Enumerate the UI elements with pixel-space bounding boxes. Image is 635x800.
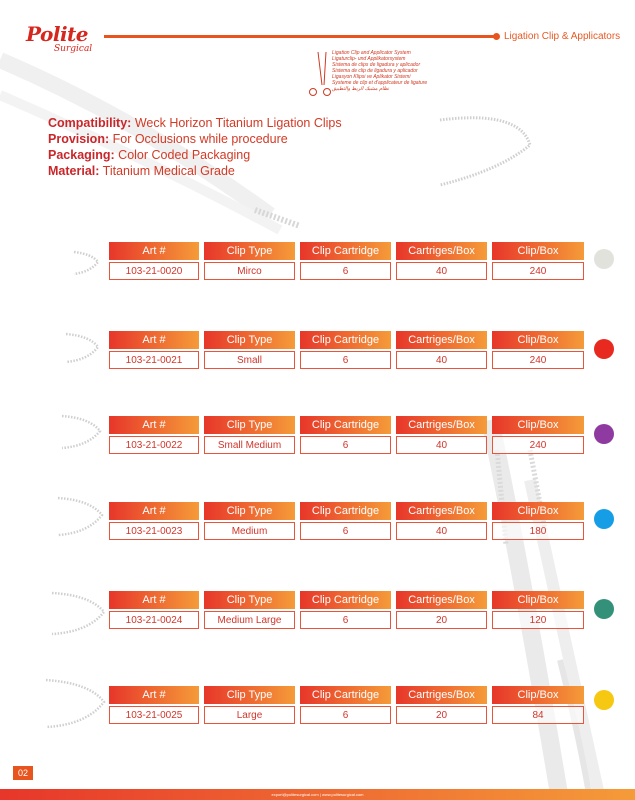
table-header-cell: Cartriges/Box: [396, 686, 487, 704]
table-cell: 20: [396, 611, 487, 629]
table-row: [109, 611, 584, 629]
table-header-row: [109, 331, 584, 349]
product-table: [109, 591, 584, 629]
table-cell: 40: [396, 351, 487, 369]
table-header-cell: Clip Cartridge: [300, 686, 391, 704]
table-header-row: [109, 416, 584, 434]
table-cell: 40: [396, 436, 487, 454]
spec-material: [48, 163, 342, 179]
table-header-cell: Clip Cartridge: [300, 416, 391, 434]
table-header-cell: Clip Type: [204, 686, 295, 704]
table-header-row: [109, 591, 584, 609]
ifu-line: Ligasyon Klipsi ve Aplikator Sistemi: [332, 74, 411, 80]
table-cell: 20: [396, 706, 487, 724]
ifu-line: Sistema de clip de ligadura y aplicador: [332, 68, 418, 74]
table-cell: 120: [492, 611, 584, 629]
spec-value: Weck Horizon Titanium Ligation Clips: [134, 116, 342, 130]
color-code-dot: [594, 599, 614, 619]
table-header-cell: Art #: [109, 591, 199, 609]
spec-packaging: [48, 147, 342, 163]
table-cell: 6: [300, 351, 391, 369]
table-header-row: [109, 686, 584, 704]
table-cell: Large: [204, 706, 295, 724]
table-row: [109, 436, 584, 454]
spec-key: Material:: [48, 164, 100, 178]
brand-subtitle: Surgical: [54, 44, 93, 54]
table-cell: 180: [492, 522, 584, 540]
table-cell: 6: [300, 436, 391, 454]
spec-value: For Occlusions while procedure: [112, 132, 288, 146]
table-header-cell: Clip/Box: [492, 242, 584, 260]
table-cell: Small: [204, 351, 295, 369]
product-table: [109, 686, 584, 724]
product-table: [109, 331, 584, 369]
multilingual-description: [332, 50, 427, 92]
table-header-cell: Cartriges/Box: [396, 591, 487, 609]
product-specs: [48, 115, 342, 179]
table-header-cell: Cartriges/Box: [396, 416, 487, 434]
product-table: [109, 502, 584, 540]
ifu-line: Systeme de clip et d'applicateur de ligature: [332, 80, 428, 86]
table-header-cell: Art #: [109, 331, 199, 349]
page-number: 02: [13, 766, 33, 780]
table-header-cell: Clip Type: [204, 502, 295, 520]
table-header-cell: Art #: [109, 502, 199, 520]
brand-name: Polite: [26, 22, 88, 46]
ifu-line: Ligation Clip and Applicator System: [332, 50, 411, 56]
table-header-cell: Clip/Box: [492, 331, 584, 349]
table-header-cell: Clip/Box: [492, 686, 584, 704]
table-header-row: [109, 242, 584, 260]
table-cell: Small Medium: [204, 436, 295, 454]
table-cell: 103-21-0024: [109, 611, 199, 629]
table-header-cell: Clip Type: [204, 416, 295, 434]
table-cell: 6: [300, 522, 391, 540]
table-cell: 240: [492, 436, 584, 454]
table-header-cell: Cartriges/Box: [396, 502, 487, 520]
table-header-cell: Clip/Box: [492, 502, 584, 520]
table-header-cell: Cartriges/Box: [396, 331, 487, 349]
color-code-dot: [594, 249, 614, 269]
table-cell: 103-21-0025: [109, 706, 199, 724]
color-code-dot: [594, 424, 614, 444]
product-table: [109, 416, 584, 454]
table-cell: 6: [300, 706, 391, 724]
table-header-cell: Art #: [109, 242, 199, 260]
table-header-row: [109, 502, 584, 520]
spec-key: Provision:: [48, 132, 110, 146]
spec-value: Color Coded Packaging: [118, 148, 251, 162]
table-header-cell: Clip Cartridge: [300, 242, 391, 260]
table-cell: 103-21-0023: [109, 522, 199, 540]
color-code-dot: [594, 339, 614, 359]
table-row: [109, 262, 584, 280]
table-header-cell: Clip Cartridge: [300, 331, 391, 349]
table-cell: 240: [492, 351, 584, 369]
color-code-dot: [594, 509, 614, 529]
page-title: Ligation Clip & Applicators: [504, 31, 621, 42]
footer-contact: export@politesurgical.com | www.politesurgical.com: [271, 792, 364, 797]
table-cell: 103-21-0022: [109, 436, 199, 454]
spec-key: Packaging:: [48, 148, 115, 162]
table-cell: 40: [396, 262, 487, 280]
table-cell: 84: [492, 706, 584, 724]
ifu-line: Ligaturclip- und Applikatorsystem: [332, 56, 406, 62]
table-cell: Medium Large: [204, 611, 295, 629]
table-header-cell: Clip/Box: [492, 416, 584, 434]
spec-key: Compatibility:: [48, 116, 132, 130]
header-rule-dot: [493, 33, 500, 40]
table-cell: 103-21-0020: [109, 262, 199, 280]
table-cell: 40: [396, 522, 487, 540]
table-header-cell: Clip Cartridge: [300, 591, 391, 609]
table-header-cell: Clip Type: [204, 591, 295, 609]
table-row: [109, 351, 584, 369]
table-header-cell: Clip Type: [204, 331, 295, 349]
spec-provision: [48, 131, 342, 147]
spec-compatibility: [48, 115, 342, 131]
table-cell: Medium: [204, 522, 295, 540]
table-cell: 240: [492, 262, 584, 280]
table-row: [109, 522, 584, 540]
table-header-cell: Clip Type: [204, 242, 295, 260]
table-cell: 6: [300, 611, 391, 629]
table-cell: 6: [300, 262, 391, 280]
ifu-line: نظام مشبك الربط والتطبيق: [332, 86, 390, 92]
spec-value: Titanium Medical Grade: [102, 164, 235, 178]
table-row: [109, 706, 584, 724]
table-header-cell: Art #: [109, 416, 199, 434]
header-rule: [104, 35, 496, 38]
product-table: [109, 242, 584, 280]
table-header-cell: Cartriges/Box: [396, 242, 487, 260]
brand-logo: [26, 24, 92, 54]
ifu-line: Sistema de clips de ligadura y aplicador: [332, 62, 421, 68]
table-cell: Mirco: [204, 262, 295, 280]
color-code-dot: [594, 690, 614, 710]
table-header-cell: Clip Cartridge: [300, 502, 391, 520]
table-cell: 103-21-0021: [109, 351, 199, 369]
table-header-cell: Art #: [109, 686, 199, 704]
table-header-cell: Clip/Box: [492, 591, 584, 609]
